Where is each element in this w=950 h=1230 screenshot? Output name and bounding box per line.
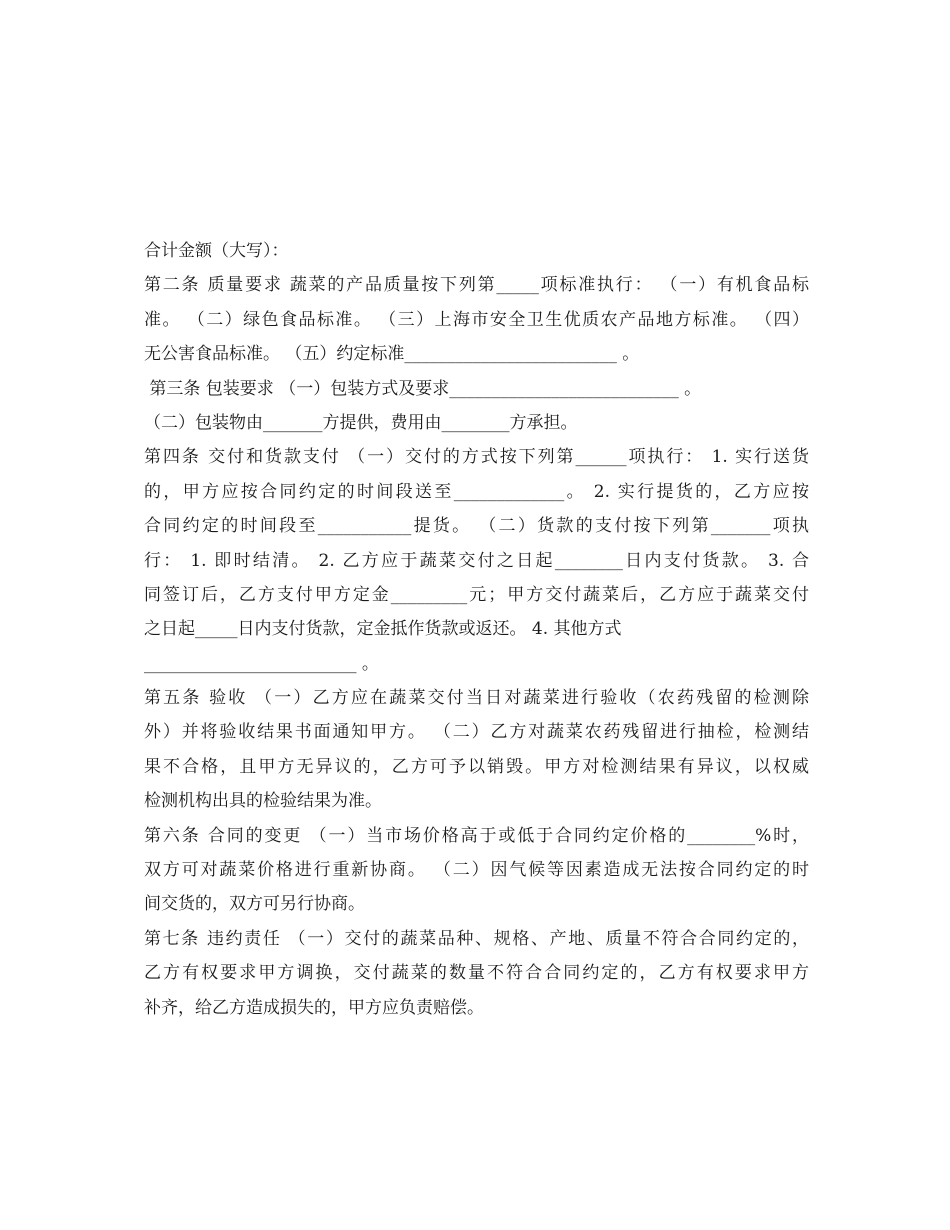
article-7-line: 乙方有权要求甲方调换，交付蔬菜的数量不符合合同约定的，乙方有权要求甲方 bbox=[144, 963, 809, 984]
article-4-line: 的，甲方应按合同约定的时间段送至_____________。 2. 实行提货的，乙方应按 bbox=[144, 481, 809, 502]
article-6-line: 第六条 合同的变更 （一）当市场价格高于或低于合同约定价格的________%时， bbox=[144, 825, 809, 846]
article-6-line: 双方可对蔬菜价格进行重新协商。 （二）因气候等因素造成无法按合同约定的时 bbox=[144, 860, 809, 881]
article-4-line: 第四条 交付和货款支付 （一）交付的方式按下列第______项执行： 1. 实行送货 bbox=[144, 447, 809, 468]
article-4-line: 同签订后，乙方支付甲方定金_________元；甲方交付蔬菜后，乙方应于蔬菜交付 bbox=[144, 584, 809, 605]
total-amount-line: 合计金额（大写）： bbox=[144, 241, 289, 261]
article-5-line: 检测机构出具的检验结果为准。 bbox=[144, 791, 382, 812]
article-5-line: 果不合格，且甲方无异议的，乙方可予以销毁。甲方对检测结果有异议，以权威 bbox=[144, 756, 809, 777]
article-4-line: _________________________ 。 bbox=[144, 653, 379, 674]
article-3-line: （二）包装物由_______方提供，费用由________方承担。 bbox=[144, 412, 578, 433]
contract-body bbox=[144, 234, 809, 1025]
article-4-line: 合同约定的时间段至___________提货。 （二）货款的支付按下列第_______项执 bbox=[144, 516, 809, 537]
article-6-line: 间交货的，双方可另行协商。 bbox=[144, 894, 365, 915]
article-7-line: 第七条 违约责任 （一）交付的蔬菜品种、规格、产地、质量不符合合同约定的， bbox=[144, 928, 809, 949]
article-3-line: 第三条 包装要求 （一）包装方式及要求___________________________ 。 bbox=[144, 378, 702, 399]
article-2-line: 准。 （二）绿色食品标准。 （三）上海市安全卫生优质农产品地方标准。 （四） bbox=[144, 309, 809, 330]
article-2-line: 无公害食品标准。 （五）约定标准_________________________ 。 bbox=[144, 344, 640, 365]
article-4-line: 行： 1. 即时结清。 2. 乙方应于蔬菜交付之日起________日内支付货款。 3. 合 bbox=[144, 550, 809, 571]
article-4-line: 之日起_____日内支付货款，定金抵作货款或返还。 4. 其他方式 bbox=[144, 619, 622, 640]
article-5-line: 外）并将验收结果书面通知甲方。 （二）乙方对蔬菜农药残留进行抽检，检测结 bbox=[144, 722, 809, 743]
article-5-line: 第五条 验收 （一）乙方应在蔬菜交付当日对蔬菜进行验收（农药残留的检测除 bbox=[144, 688, 809, 709]
article-2-line: 第二条 质量要求 蔬菜的产品质量按下列第_____项标准执行： （一）有机食品标 bbox=[144, 275, 809, 296]
article-7-line: 补齐，给乙方造成损失的，甲方应负责赔偿。 bbox=[144, 997, 484, 1018]
